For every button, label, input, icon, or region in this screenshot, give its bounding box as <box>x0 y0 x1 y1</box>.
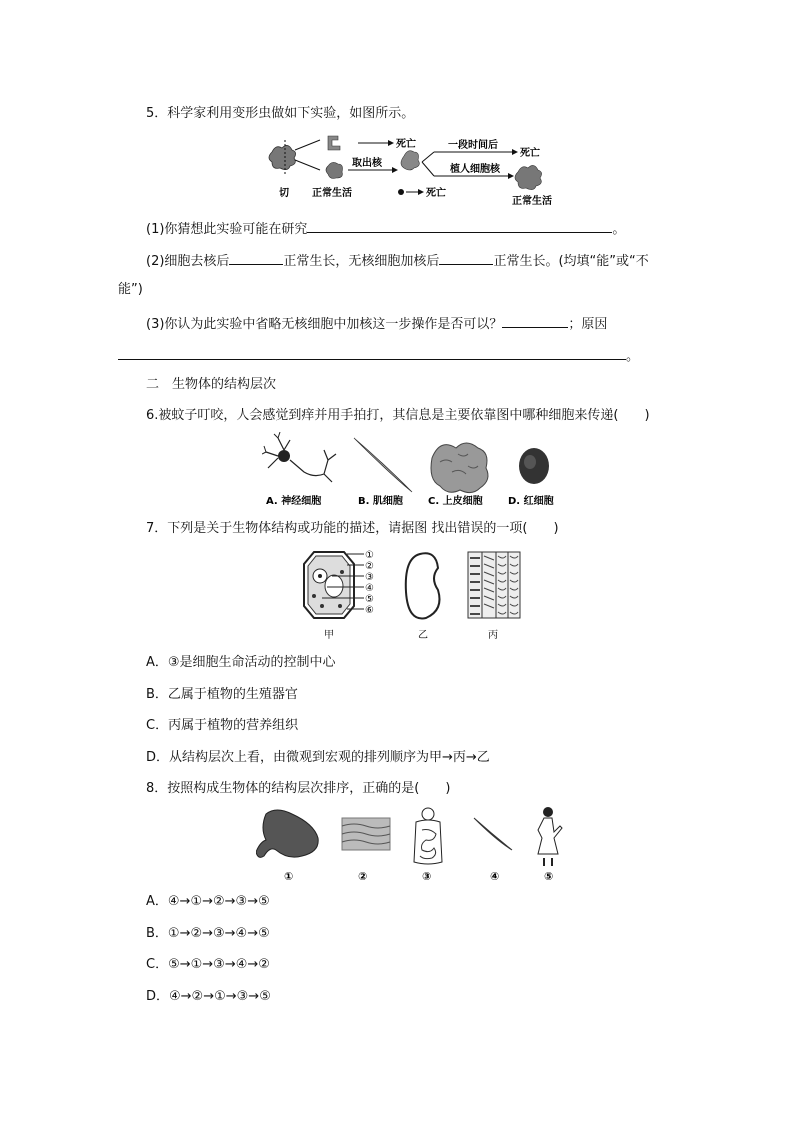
q8-option-b[interactable]: B．①→②→③→④→⑤ <box>146 926 270 941</box>
cell-number-6: ⑥ <box>365 605 374 616</box>
cell-number-3: ③ <box>365 572 374 583</box>
neuron-image <box>262 432 336 482</box>
q6-label-c: C. 上皮细胞 <box>428 496 483 507</box>
q6-stem: 6.被蚊子叮咬，人会感觉到痒并用手拍打，其信息是主要依靠图中哪种细胞来传递( ) <box>146 408 650 423</box>
cell-number-5: ⑤ <box>365 594 374 605</box>
plant-cell-image <box>304 552 354 618</box>
vessel-tissue-image <box>468 552 520 618</box>
death-label-2: 死亡 <box>426 188 446 199</box>
implant-nucleus-label: 植人细胞核 <box>450 164 500 175</box>
muscle-cell-image <box>354 438 412 492</box>
fig-label-jia: 甲 <box>324 630 334 641</box>
q5-sub1: (1)你猜想此实验可能在研究 。 <box>146 219 625 238</box>
q8-label-3: ③ <box>422 870 432 883</box>
q5-sub2-blank-2[interactable] <box>439 251 493 265</box>
q8-label-2: ② <box>358 870 368 883</box>
q8-option-a[interactable]: A．④→①→②→③→⑤ <box>146 894 270 909</box>
q5-sub1-blank[interactable] <box>307 219 612 233</box>
epithelial-cells-image <box>431 443 488 493</box>
person-image <box>538 807 562 866</box>
cell-number-2: ② <box>365 561 374 572</box>
q8-label-5: ⑤ <box>544 870 554 883</box>
amoeba-fragment-with-nucleus <box>326 162 343 178</box>
digestive-system-image <box>414 808 442 864</box>
stomach-image <box>256 810 318 857</box>
q7-option-b[interactable]: B．乙属于植物的生殖器官 <box>146 687 298 702</box>
q8-option-d[interactable]: D．④→②→①→③→⑤ <box>146 989 271 1004</box>
q8-stem: 8．按照构成生物体的结构层次排序，正确的是( ) <box>146 781 451 796</box>
q5-sub3-blank-2[interactable] <box>118 346 626 360</box>
cut-label: 切 <box>279 188 289 199</box>
q5-sub2-cont: 能”) <box>118 282 143 297</box>
cell-number-4: ④ <box>365 583 374 594</box>
death-label-3: 死亡 <box>520 148 540 159</box>
q7-option-a[interactable]: A．③是细胞生命活动的控制中心 <box>146 655 336 670</box>
normal-life-label-2: 正常生活 <box>512 196 552 207</box>
q6-cells-figure <box>262 432 582 512</box>
amoeba-restored <box>515 165 542 189</box>
nucleus-dot <box>398 189 404 195</box>
q6-label-b: B. 肌细胞 <box>358 496 403 507</box>
cell-number-1: ① <box>365 550 374 561</box>
q5-sub2-blank-1[interactable] <box>229 251 283 265</box>
q7-option-c[interactable]: C．丙属于植物的营养组织 <box>146 718 299 733</box>
q5-sub3-blank-1[interactable] <box>502 314 568 328</box>
q5-stem: 5．科学家利用变形虫做如下实验，如图所示。 <box>146 106 415 121</box>
q7-figure <box>292 548 532 644</box>
q5-sub2: (2)细胞去核后 正常生长，无核细胞加核后 正常生长。(均填“能”或“不 <box>146 251 649 270</box>
tissue-image <box>342 818 390 850</box>
q8-option-c[interactable]: C．⑤→①→③→④→② <box>146 957 270 972</box>
q8-label-1: ① <box>284 870 294 883</box>
q8-label-4: ④ <box>490 870 500 883</box>
q5-sub3-line2: 。 <box>118 346 639 365</box>
death-label-1: 死亡 <box>396 139 416 150</box>
q5-sub3: (3)你认为此实验中省略无核细胞中加核这一步操作是否可以？ ；原因 <box>146 314 607 333</box>
q7-stem: 7．下列是关于生物体结构或功能的描述，请据图 找出错误的一项( ) <box>146 521 559 536</box>
q6-label-a: A. 神经细胞 <box>266 496 322 507</box>
q8-figure <box>256 804 586 886</box>
q8-cell-image <box>474 818 512 850</box>
bean-seed-image <box>406 553 440 618</box>
amoeba-original <box>269 145 296 169</box>
q6-label-d: D. 红细胞 <box>508 496 554 507</box>
section-title: 二 生物体的结构层次 <box>146 377 277 392</box>
fig-label-yi: 乙 <box>418 630 428 641</box>
remove-nucleus-label: 取出核 <box>352 158 382 169</box>
fig-label-bing: 丙 <box>488 630 498 641</box>
normal-life-label-1: 正常生活 <box>312 188 352 199</box>
amoeba-experiment-figure <box>262 130 562 210</box>
amoeba-enucleated <box>401 151 419 170</box>
after-time-label: 一段时间后 <box>448 140 498 151</box>
q7-option-d[interactable]: D．从结构层次上看，由微观到宏观的排列顺序为甲→丙→乙 <box>146 750 490 765</box>
amoeba-fragment-no-nucleus <box>328 136 340 150</box>
